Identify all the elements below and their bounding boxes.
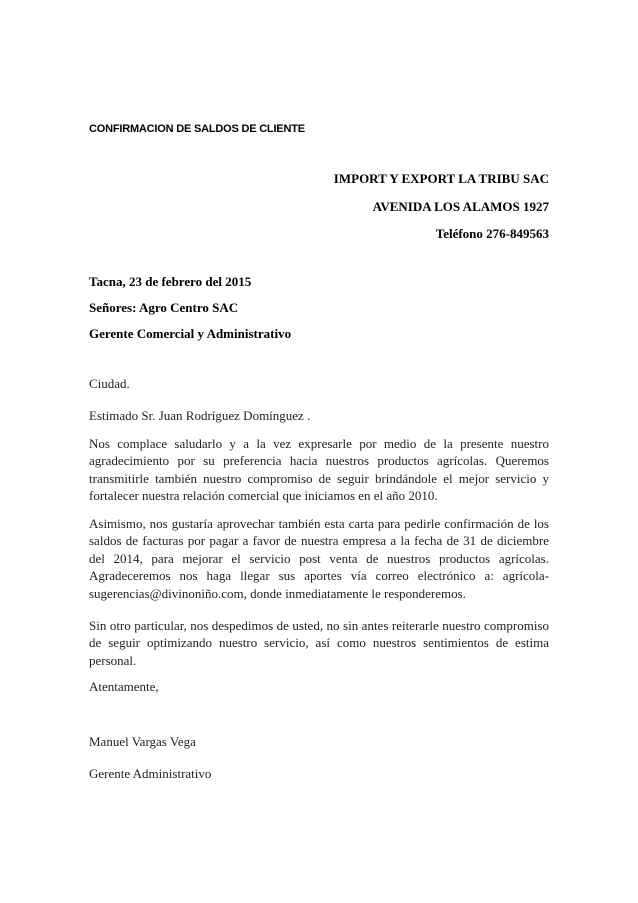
greeting-line: Estimado Sr. Juan Rodríguez Domínguez . [89,408,311,423]
company-address: AVENIDA LOS ALAMOS 1927 [372,199,549,214]
body-paragraph: Sin otro particular, nos despedimos de usted, no sin antes reiterarle nuestro compromiso de seguir optimizando nuestro servicio, así como nuestros sentimientos de estima personal. [89,618,549,668]
closing-line: Atentamente, [89,679,159,694]
recipient-line: Señores: Agro Centro SAC [89,300,239,315]
company-phone: Teléfono 276-849563 [435,226,549,241]
city-line: Ciudad. [89,376,130,391]
signer-name: Manuel Vargas Vega [89,734,196,749]
document-title: CONFIRMACION DE SALDOS DE CLIENTE [89,123,305,135]
body-paragraph: Asimismo, nos gustaría aprovechar también esta carta para pedirle confirmación de los saldos de facturas por pagar a favor de nuestra empresa a la fecha de 31 de diciembre del 2014, para mejorar el servicio post venta de nuestros productos agrícolas. Agradeceremos nos haga llegar sus aportes vía correo electrónico a: agrícola-sugerencias@divinoniño.com, donde inmediatamente le responderemos. [89,516,549,601]
recipient-role: Gerente Comercial y Administrativo [89,326,292,341]
signer-role: Gerente Administrativo [89,766,212,781]
body-paragraph: Nos complace saludarlo y a la vez expresarle por medio de la presente nuestro agradecimiento por su preferencia hacia nuestros productos agrícolas. Queremos transmitirle también nuestro compromiso de seguir brindándole el mejor servicio y fortalecer nuestra relación comercial que iniciamos en el año 2010. [89,436,549,504]
date-line: Tacna, 23 de febrero del 2015 [89,274,252,289]
company-name: IMPORT Y EXPORT LA TRIBU SAC [333,171,549,186]
